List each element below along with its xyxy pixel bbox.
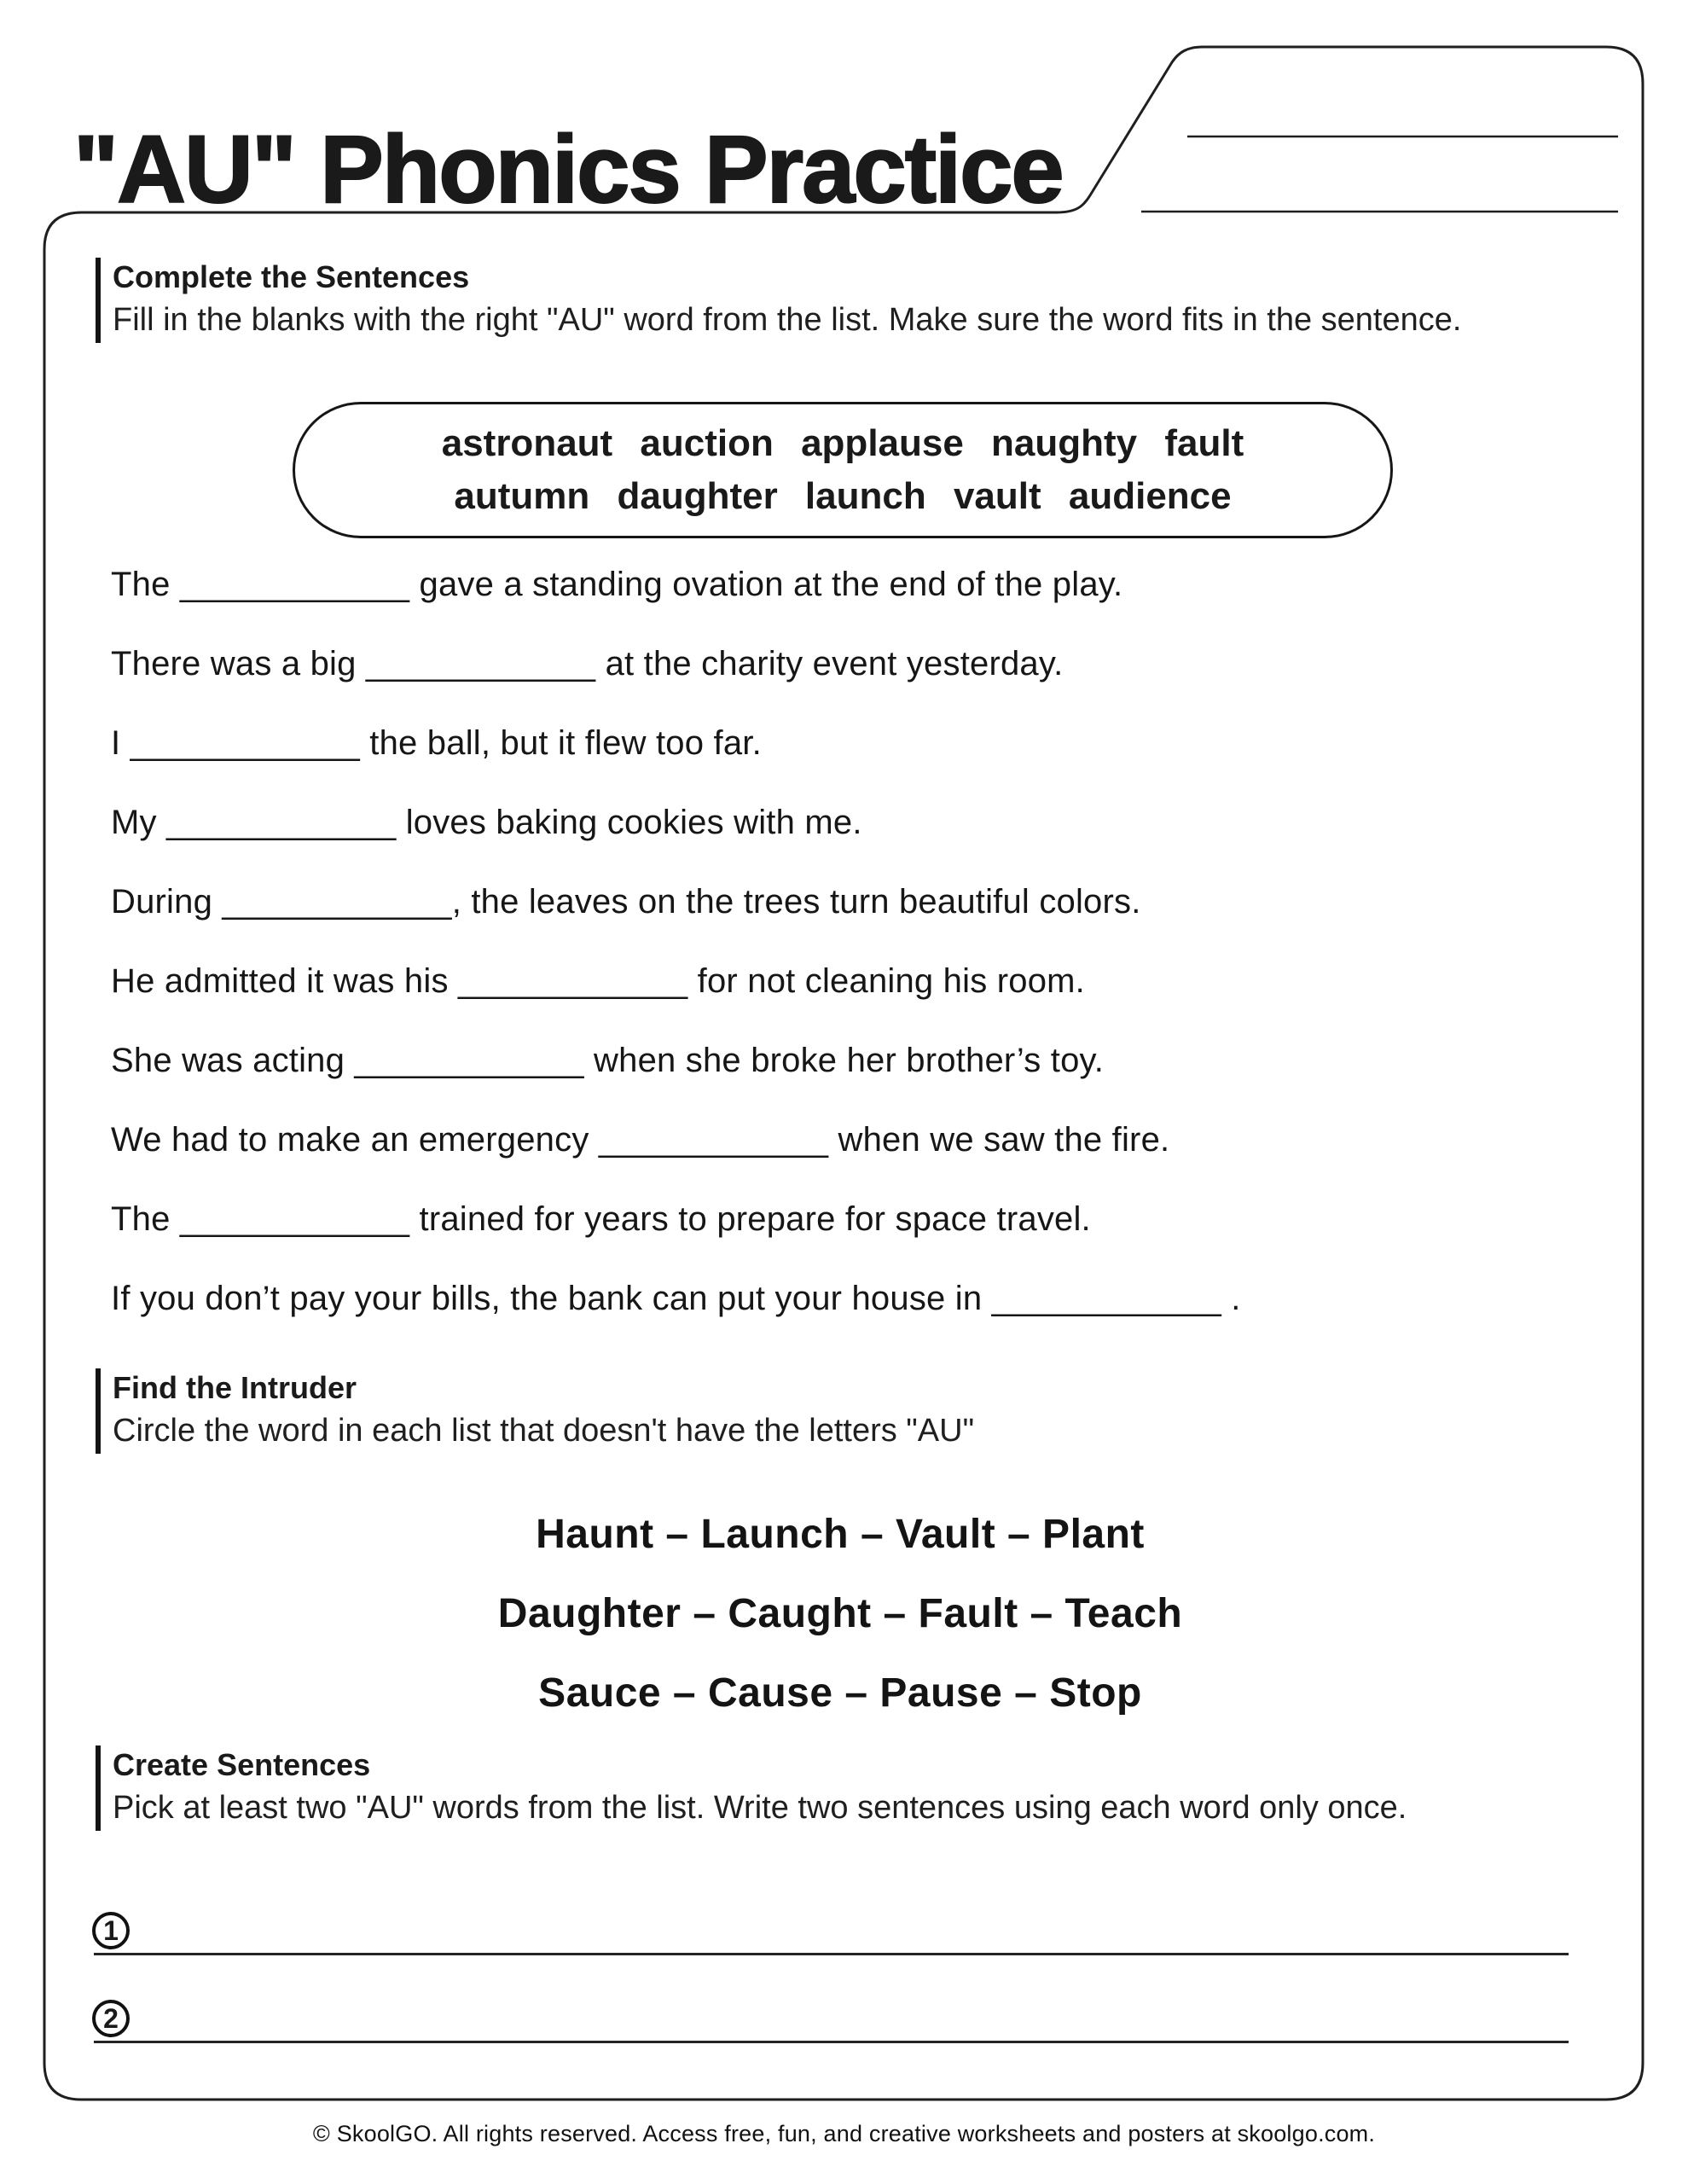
sentence-write-line-2 bbox=[94, 2041, 1569, 2043]
circled-number-2: 2 bbox=[92, 2000, 130, 2037]
intruder-word-list: Sauce – Cause – Pause – Stop bbox=[538, 1670, 1142, 1716]
section-intruder-instruction: Circle the word in each list that doesn't have the letters "AU" bbox=[113, 1413, 975, 1449]
word-bank bbox=[293, 402, 1393, 538]
intruder-word-list: Daughter – Caught – Fault – Teach bbox=[497, 1591, 1183, 1636]
fill-in-sentence: We had to make an emergency ____________ when we saw the fire. bbox=[111, 1121, 1170, 1159]
sentence-write-line-1 bbox=[94, 1953, 1569, 1955]
fill-in-sentence: He admitted it was his ____________ for not cleaning his room. bbox=[111, 962, 1085, 1000]
circled-number-1: 1 bbox=[92, 1912, 130, 1949]
footer-copyright: © SkoolGO. All rights reserved. Access free, fun, and creative worksheets and posters at skoolgo.com. bbox=[312, 2121, 1376, 2146]
sentence-list bbox=[111, 566, 1595, 1359]
fill-in-sentence: There was a big ____________ at the charity event yesterday. bbox=[111, 645, 1064, 682]
fill-in-sentence: During ____________, the leaves on the trees turn beautiful colors. bbox=[111, 883, 1141, 921]
intruder-word-lists bbox=[90, 1495, 1591, 1733]
fill-in-sentence: The ____________ trained for years to prepare for space travel. bbox=[111, 1200, 1091, 1238]
fill-in-sentence: My ____________ loves baking cookies with me. bbox=[111, 804, 862, 841]
section-create-instruction: Pick at least two "AU" words from the list. Write two sentences using each word only once. bbox=[113, 1790, 1407, 1826]
intruder-word-list: Haunt – Launch – Vault – Plant bbox=[536, 1512, 1145, 1557]
section-complete-header bbox=[96, 258, 1511, 343]
fill-in-sentence: The ____________ gave a standing ovation at the end of the play. bbox=[111, 566, 1123, 603]
section-create-header bbox=[96, 1745, 1614, 1831]
section-intruder-title: Find the Intruder bbox=[113, 1370, 357, 1405]
fill-in-sentence: I ____________ the ball, but it flew too far. bbox=[111, 724, 762, 762]
fill-in-sentence: If you don’t pay your bills, the bank can put your house in ____________ . bbox=[111, 1280, 1241, 1317]
page-title: "AU" Phonics Practice bbox=[73, 116, 1063, 224]
word-bank-line-2: autumn daughter launch vault audience bbox=[454, 475, 1232, 517]
word-bank-line-1: astronaut auction applause naughty fault bbox=[441, 422, 1244, 464]
section-create-title: Create Sentences bbox=[113, 1747, 371, 1782]
section-complete-instruction: Fill in the blanks with the right "AU" word from the list. Make sure the word fits in the sentence. bbox=[113, 302, 1462, 338]
section-complete-title: Complete the Sentences bbox=[113, 259, 470, 294]
fill-in-sentence: She was acting ____________ when she broke her brother’s toy. bbox=[111, 1042, 1105, 1079]
section-intruder-header bbox=[96, 1368, 1563, 1454]
